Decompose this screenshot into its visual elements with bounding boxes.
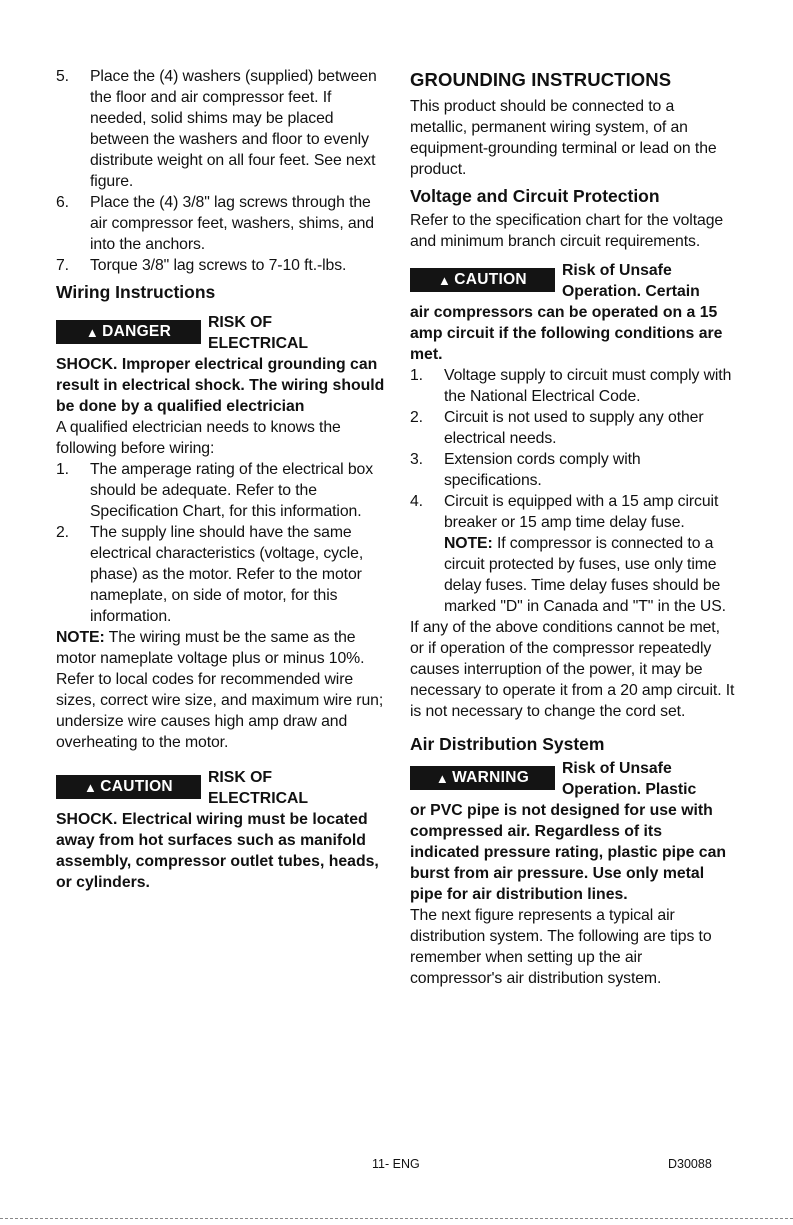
electrician-requirements bbox=[56, 459, 388, 627]
caution-badge bbox=[410, 268, 555, 292]
danger-body: SHOCK. Improper electrical grounding can result in electrical shock. The wiring should be done by a qualified electrician bbox=[56, 356, 385, 415]
condition-item bbox=[410, 449, 735, 491]
caution-headline: Risk of Unsafe Operation. Certain bbox=[562, 262, 700, 300]
document-code: D30088 bbox=[668, 1157, 712, 1171]
condition-item bbox=[410, 491, 735, 617]
note-label: NOTE: bbox=[444, 535, 493, 552]
requirement-number: 2. bbox=[56, 524, 69, 541]
condition-number: 4. bbox=[410, 493, 423, 510]
wiring-instructions-heading: Wiring Instructions bbox=[56, 282, 216, 302]
condition-text bbox=[444, 491, 735, 617]
condition-item bbox=[410, 407, 735, 449]
grounding-heading: GROUNDING INSTRUCTIONS bbox=[410, 69, 672, 90]
requirement-number: 1. bbox=[56, 461, 69, 478]
condition-text: Extension cords comply with specifications. bbox=[444, 451, 641, 489]
caution-badge-label: CAUTION bbox=[100, 778, 173, 795]
wiring-note bbox=[56, 627, 388, 753]
requirement-text: The amperage rating of the electrical box should be adequate. Refer to the Specification Chart, for this information. bbox=[90, 461, 374, 520]
circuit-conditions bbox=[410, 365, 735, 617]
caution-notice-electrical bbox=[56, 767, 388, 809]
warning-badge bbox=[410, 766, 555, 790]
requirement-item bbox=[56, 459, 388, 522]
step-number: 7. bbox=[56, 257, 69, 274]
step-item bbox=[56, 255, 388, 276]
condition-text-part: Circuit is equipped with a 15 amp circuit breaker or 15 amp time delay fuse. bbox=[444, 493, 719, 531]
step-text: Place the (4) washers (supplied) between the floor and air compressor feet. If needed, solid shims may be placed between the washers and floor to evenly distribute weight on all four feet. See next figure. bbox=[90, 68, 377, 190]
warning-triangle-icon: ▲ bbox=[438, 272, 452, 288]
grounding-text: This product should be connected to a metallic, permanent wiring system, of an equipment-grounding terminal or lead on the product. bbox=[410, 98, 717, 178]
step-text: Place the (4) 3/8" lag screws through the air compressor feet, washers, shims, and into the anchors. bbox=[90, 194, 374, 253]
voltage-heading: Voltage and Circuit Protection bbox=[410, 186, 660, 206]
requirement-item bbox=[56, 522, 388, 627]
warning-badge-label: WARNING bbox=[452, 769, 530, 786]
step-number: 6. bbox=[56, 194, 69, 211]
step-item bbox=[56, 66, 388, 192]
caution-badge bbox=[56, 775, 201, 799]
electrician-intro: A qualified electrician needs to knows the following before wiring: bbox=[56, 419, 341, 457]
note-text: The wiring must be the same as the motor nameplate voltage plus or minus 10%. Refer to local codes for recommended wire sizes, correct wire size, and maximum wire run; undersize wire causes high amp draw and overheating to the motor. bbox=[56, 629, 384, 751]
air-distribution-heading: Air Distribution System bbox=[410, 734, 605, 754]
page-number: 11- ENG bbox=[372, 1157, 420, 1171]
caution-notice-circuit bbox=[410, 260, 735, 302]
danger-badge bbox=[56, 320, 201, 344]
note-label: NOTE: bbox=[56, 629, 105, 646]
condition-number: 2. bbox=[410, 409, 423, 426]
condition-number: 1. bbox=[410, 367, 423, 384]
step-number: 5. bbox=[56, 68, 69, 85]
warning-body: or PVC pipe is not designed for use with compressed air. Regardless of its indicated pressure rating, plastic pipe can burst from air pressure. Use only metal pipe for air distribution lines. bbox=[410, 802, 727, 903]
condition-item bbox=[410, 365, 735, 407]
condition-text: Voltage supply to circuit must comply with the National Electrical Code. bbox=[444, 367, 732, 405]
air-distribution-text: The next figure represents a typical air distribution system. The following are tips to remember when setting up the air compressor's air distribution system. bbox=[410, 907, 712, 987]
warning-triangle-icon: ▲ bbox=[435, 770, 450, 786]
warning-notice bbox=[410, 758, 735, 800]
condition-text: Circuit is not used to supply any other electrical needs. bbox=[444, 409, 704, 447]
voltage-text: Refer to the specification chart for the voltage and minimum branch circuit requirements. bbox=[410, 212, 724, 250]
step-text: Torque 3/8" lag screws to 7-10 ft.-lbs. bbox=[90, 257, 347, 274]
warning-headline: Risk of Unsafe Operation. Plastic bbox=[562, 760, 697, 798]
danger-notice bbox=[56, 312, 388, 354]
condition-number: 3. bbox=[410, 451, 423, 468]
requirement-text: The supply line should have the same electrical characteristics (voltage, cycle, phase) as the motor. Refer to the motor nameplate, on side of motor, for this information. bbox=[90, 524, 364, 625]
right-column bbox=[410, 66, 735, 989]
warning-triangle-icon: ▲ bbox=[85, 324, 100, 340]
installation-steps bbox=[56, 66, 388, 276]
warning-triangle-icon: ▲ bbox=[84, 779, 98, 795]
condition-text-part: If compressor is connected to a circuit protected by fuses, use only time delay fuses. Time delay fuses should be marked "D" in Canada and "T" in the US. bbox=[444, 535, 726, 615]
step-item bbox=[56, 192, 388, 255]
caution-body: air compressors can be operated on a 15 amp circuit if the following conditions are met. bbox=[410, 304, 723, 363]
page-bottom-rule bbox=[0, 1218, 793, 1219]
caution-body: SHOCK. Electrical wiring must be located away from hot surfaces such as manifold assembly, compressor outlet tubes, heads, or cylinders. bbox=[56, 811, 379, 891]
caution-badge-label: CAUTION bbox=[454, 271, 527, 288]
conditions-followup: If any of the above conditions cannot be met, or if operation of the compressor repeatedly causes interruption of the power, it may be necessary to operate it from a 20 amp circuit. It is not necessary to change the cord set. bbox=[410, 619, 735, 720]
danger-badge-label: DANGER bbox=[102, 323, 172, 340]
caution-headline: RISK OF ELECTRICAL bbox=[208, 769, 309, 807]
left-column bbox=[56, 66, 388, 893]
danger-headline: RISK OF ELECTRICAL bbox=[208, 314, 309, 352]
